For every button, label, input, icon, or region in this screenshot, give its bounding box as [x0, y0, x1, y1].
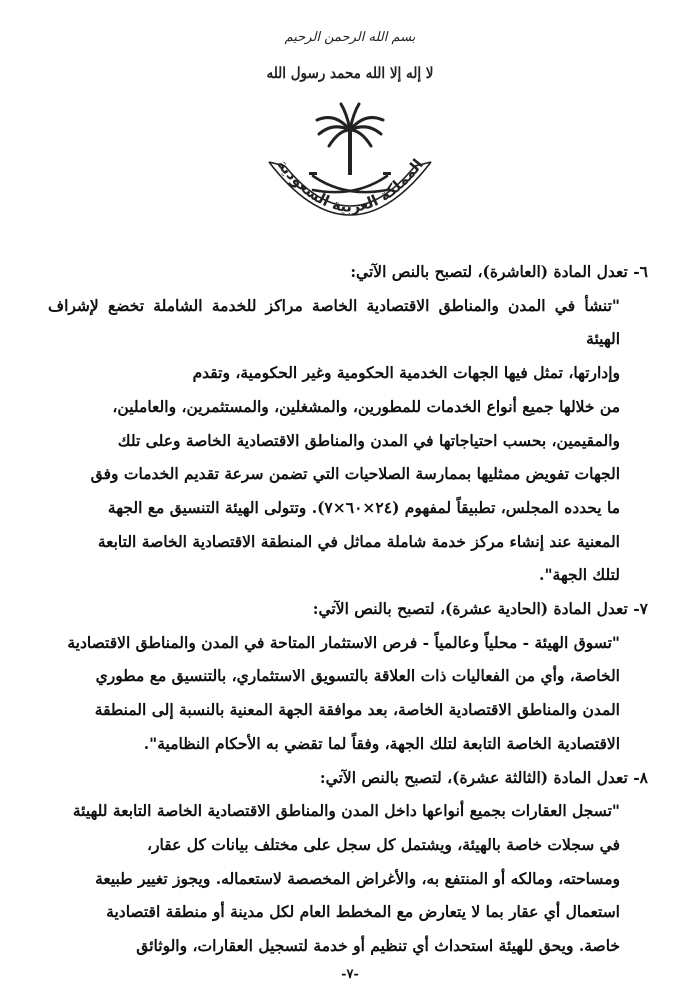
text-line: لتلك الجهة". — [539, 565, 620, 585]
text-line: ومساحته، ومالكه أو المنتفع به، والأغراض المخصصة لاستعماله. ويجوز تغيير طبيعة — [95, 868, 620, 888]
amendment-text — [48, 626, 648, 761]
amendment-text — [48, 289, 648, 592]
text-line: المعنية عند إنشاء مركز خدمة شاملة مماثل في المنطقة الاقتصادية الخاصة التابعة — [97, 531, 620, 551]
text-line: المدن والمناطق الاقتصادية الخاصة، بعد موافقة الجهة المعنية بالنسبة إلى المنطقة — [94, 700, 620, 720]
text-line: من خلالها جميع أنواع الخدمات للمطورين، والمشغلين، والمستثمرين، والعاملين، — [112, 396, 620, 416]
palm-and-swords-emblem-icon — [255, 90, 445, 250]
text-line: وإدارتها، تمثل فيها الجهات الخدمية الحكومية وغير الحكومية، وتقدم — [192, 363, 620, 383]
text-line: "تسجل العقارات بجميع أنواعها داخل المدن والمناطق الاقتصادية الخاصة التابعة للهيئة — [72, 801, 620, 821]
text-line: استعمال أي عقار بما لا يتعارض مع المخطط العام لكل مدينة أو منطقة اقتصادية — [106, 902, 620, 922]
text-line: ما يحدده المجلس، تطبيقاً لمفهوم (٢٤×٦٠×٧). وتتولى الهيئة التنسيق مع الجهة — [107, 497, 620, 517]
amendment-item — [48, 761, 648, 963]
amendment-heading: ٦- تعدل المادة (العاشرة)، لتصبح بالنص الآتي: — [350, 262, 648, 281]
page-number: -٧- — [341, 967, 359, 982]
text-line: الجهات تفويض ممثليها بممارسة الصلاحيات التي تضمن سرعة تقديم الخدمات وفق — [90, 464, 620, 484]
text-line: في سجلات خاصة بالهيئة، ويشتمل كل سجل على مختلف بيانات كل عقار، — [147, 834, 620, 854]
document-body — [48, 255, 648, 963]
amendment-text — [48, 794, 648, 963]
amendment-heading: ٧- تعدل المادة (الحادية عشرة)، لتصبح بالنص الآتي: — [312, 599, 648, 619]
text-line: "تنشأ في المدن والمناطق الاقتصادية الخاصة مراكز للخدمة الشاملة تخضع لإشراف الهيئة — [48, 295, 620, 349]
amendment-heading: ٨- تعدل المادة (الثالثة عشرة)، لتصبح بالنص الآتي: — [319, 767, 648, 787]
text-line: الخاصة، وأي من الفعاليات ذات العلاقة بالتسويق الاستثماري، بالتنسيق مع مطوري — [95, 666, 620, 686]
emblem-text: المملكة العربية السعودية — [273, 155, 427, 216]
amendment-item — [48, 255, 648, 592]
text-line: الاقتصادية الخاصة التابعة لتلك الجهة، وفقاً لما تقضي به الأحكام النظامية". — [143, 733, 620, 753]
shahada: لا إله إلا الله محمد رسول الله — [266, 64, 434, 82]
amendment-item — [48, 592, 648, 761]
text-line: والمقيمين، بحسب احتياجاتها في المدن والمناطق الاقتصادية الخاصة وعلى تلك — [117, 430, 620, 450]
basmala: بسم الله الرحمن الرحيم — [284, 30, 416, 45]
letterhead — [0, 0, 700, 255]
text-line: خاصة. ويحق للهيئة استحداث أي تنظيم أو خدمة لتسجيل العقارات، والوثائق — [136, 936, 620, 956]
text-line: "تسوق الهيئة - محلياً وعالمياً - فرص الاستثمار المتاحة في المدن والمناطق الاقتصادية — [67, 632, 620, 652]
